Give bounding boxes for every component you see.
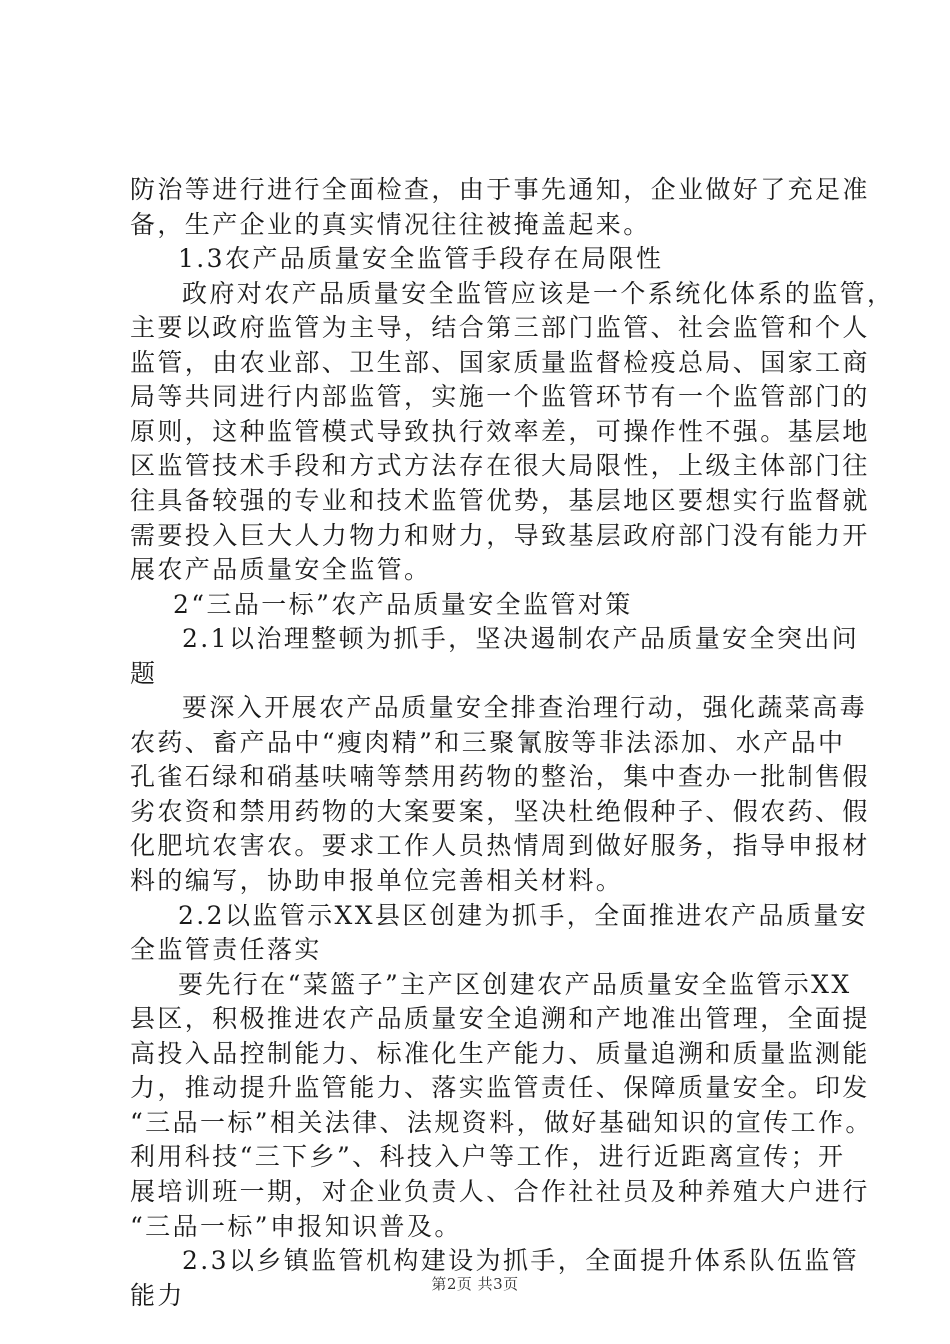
paragraph-text-line: 化肥坑农害农。要求工作人员热情周到做好服务，指导申报材 (130, 831, 870, 860)
page-footer: 第2页 共3页 (431, 1275, 519, 1293)
paragraph-text-line: “三品一标”相关法律、法规资料，做好基础知识的宣传工作。 (130, 1108, 873, 1137)
subsection-heading-line: 2.1以治理整顿为抓手，坚决遏制农产品质量安全突出问 (182, 624, 860, 653)
paragraph-text-line: 料的编写，协助申报单位完善相关材料。 (130, 866, 624, 895)
section-heading-line: 1.3农产品质量安全监管手段存在局限性 (178, 244, 664, 273)
paragraph-text-line: 监管，由农业部、卫生部、国家质量监督检疫总局、国家工商 (130, 348, 870, 377)
subsection-heading-line: 2.2以监管示XX县区创建为抓手，全面推进农产品质量安 (178, 901, 869, 930)
paragraph-text-line: “三品一标”申报知识普及。 (130, 1212, 462, 1241)
paragraph-text-line: 利用科技“三下乡”、科技入户等工作，进行近距离宣传；开 (130, 1142, 846, 1171)
paragraph-text-line: 主要以政府监管为主导，结合第三部门监管、社会监管和个人 (130, 313, 870, 342)
section-heading-line: 2“三品一标”农产品质量安全监管对策 (173, 590, 633, 619)
subsection-heading-line: 全监管责任落实 (130, 935, 322, 964)
paragraph-text-line: 政府对农产品质量安全监管应该是一个系统化体系的监管， (182, 279, 895, 308)
paragraph-text-line: 展培训班一期，对企业负责人、合作社社员及种养殖大户进行 (130, 1177, 870, 1206)
paragraph-text-line: 农药、畜产品中“瘦肉精”和三聚氰胺等非法添加、水产品中 (130, 728, 846, 757)
paragraph-text-line: 劣农资和禁用药物的大案要案，坚决杜绝假种子、假农药、假 (130, 797, 870, 826)
paragraph-text-line: 原则，这种监管模式导致执行效率差，可操作性不强。基层地 (130, 417, 870, 446)
paragraph-text-line: 往具备较强的专业和技术监管优势，基层地区要想实行监督就 (130, 486, 870, 515)
paragraph-text-line: 县区，积极推进农产品质量安全追溯和产地准出管理，全面提 (130, 1004, 870, 1033)
paragraph-text-line: 展农产品质量安全监管。 (130, 555, 432, 584)
subsection-heading-line: 能力 (130, 1281, 185, 1310)
paragraph-text-line: 局等共同进行内部监管，实施一个监管环节有一个监管部门的 (130, 382, 870, 411)
subsection-heading-line: 2.3以乡镇监管机构建设为抓手，全面提升体系队伍监管 (182, 1246, 860, 1275)
paragraph-text-line: 需要投入巨大人力物力和财力，导致基层政府部门没有能力开 (130, 521, 870, 550)
paragraph-text-line: 力，推动提升监管能力、落实监管责任、保障质量安全。印发 (130, 1073, 870, 1102)
paragraph-text-line: 孔雀石绿和硝基呋喃等禁用药物的整治，集中查办一批制售假 (130, 762, 870, 791)
paragraph-text-line: 要深入开展农产品质量安全排查治理行动，强化蔬菜高毒 (182, 693, 868, 722)
paragraph-text-line: 防治等进行进行全面检查，由于事先通知，企业做好了充足准 (130, 175, 870, 204)
paragraph-text-line: 要先行在“菜篮子”主产区创建农产品质量安全监管示XX (178, 970, 852, 999)
paragraph-text-line: 备，生产企业的真实情况往往被掩盖起来。 (130, 210, 651, 239)
paragraph-text-line: 区监管技术手段和方式方法存在很大局限性，上级主体部门往 (130, 451, 870, 480)
subsection-heading-line: 题 (130, 659, 158, 688)
paragraph-text-line: 高投入品控制能力、标准化生产能力、质量追溯和质量监测能 (130, 1039, 870, 1068)
